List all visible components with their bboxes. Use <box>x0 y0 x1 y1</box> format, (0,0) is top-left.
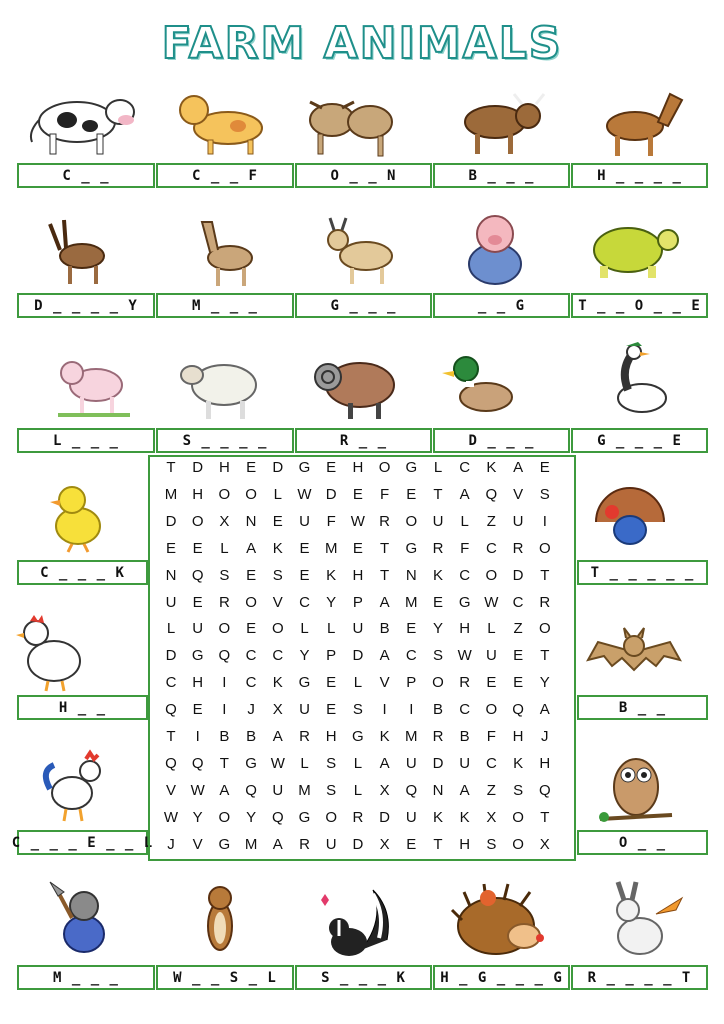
grid-letter[interactable]: E <box>513 674 524 692</box>
grid-letter[interactable]: E <box>352 539 363 557</box>
grid-letter[interactable]: H <box>192 485 204 503</box>
grid-letter[interactable]: E <box>406 620 417 638</box>
oxen-picture <box>300 80 400 162</box>
grid-letter[interactable]: K <box>272 539 283 557</box>
grid-letter[interactable]: S <box>513 781 524 799</box>
calf-picture <box>168 82 278 160</box>
grid-letter[interactable]: K <box>432 566 443 584</box>
answer-box-cow[interactable]: C _ _ <box>17 163 155 188</box>
grid-letter[interactable]: A <box>459 485 470 503</box>
answer-box-owl[interactable]: O _ _ <box>577 830 708 855</box>
grid-letter[interactable]: B <box>246 728 257 745</box>
grid-letter[interactable]: C <box>459 566 471 584</box>
grid-letter[interactable]: W <box>270 754 285 772</box>
grid-letter[interactable]: O <box>405 512 418 530</box>
grid-letter[interactable]: J <box>247 701 255 719</box>
grid-letter[interactable]: D <box>272 459 284 476</box>
grid-letter[interactable]: H <box>325 728 337 745</box>
grid-letter[interactable]: D <box>512 566 524 584</box>
grid-letter[interactable]: R <box>218 593 230 611</box>
grid-letter[interactable]: C <box>405 647 417 665</box>
grid-letter[interactable]: M <box>324 539 338 557</box>
grid-letter[interactable]: O <box>538 539 551 557</box>
grid-letter[interactable]: S <box>326 781 337 799</box>
grid-letter[interactable]: E <box>326 674 337 692</box>
grid-letter[interactable]: L <box>433 459 443 476</box>
answer-box-cockerel[interactable]: C _ _ _ E _ _ L <box>17 830 148 855</box>
grid-letter[interactable]: L <box>460 512 469 530</box>
grid-letter[interactable]: S <box>486 835 497 853</box>
grid-letter[interactable]: Y <box>432 620 443 638</box>
grid-letter[interactable]: Q <box>165 701 177 719</box>
grid-letter[interactable]: G <box>405 459 418 476</box>
grid-letter[interactable]: E <box>165 539 176 557</box>
grid-letter[interactable]: P <box>352 593 363 611</box>
grid-letter[interactable]: L <box>300 754 309 772</box>
grid-letter[interactable]: E <box>432 593 443 611</box>
grid-letter[interactable]: E <box>192 539 203 557</box>
grid-letter[interactable]: Q <box>271 808 284 826</box>
grid-letter[interactable]: D <box>325 485 337 503</box>
grid-letter[interactable]: Z <box>486 781 496 799</box>
grid-letter[interactable]: O <box>191 512 204 530</box>
grid-letter[interactable]: Q <box>485 485 498 503</box>
answer-box-rabbit[interactable]: R _ _ _ _ T <box>571 965 708 990</box>
grid-letter[interactable]: G <box>245 754 257 772</box>
grid-letter[interactable]: O <box>325 808 338 826</box>
grid-letter[interactable]: A <box>246 539 257 557</box>
grid-letter[interactable]: Q <box>191 754 204 772</box>
bull-picture <box>450 82 550 162</box>
grid-letter[interactable]: M <box>405 728 418 745</box>
grid-letter[interactable]: O <box>245 485 257 503</box>
grid-letter[interactable]: Y <box>326 593 337 611</box>
grid-letter[interactable]: Z <box>513 620 523 638</box>
grid-letter[interactable]: T <box>166 459 176 476</box>
grid-letter[interactable]: O <box>218 620 231 638</box>
grid-letter[interactable]: E <box>406 835 417 853</box>
grid-letter[interactable]: O <box>432 674 444 692</box>
grid-letter[interactable]: I <box>195 728 200 745</box>
grid-letter[interactable]: Y <box>299 647 310 665</box>
grid-letter[interactable]: O <box>271 620 284 638</box>
grid-letter[interactable]: A <box>513 459 524 476</box>
grid-letter[interactable]: C <box>512 593 524 611</box>
grid-letter[interactable]: Q <box>512 701 524 719</box>
grid-letter[interactable]: L <box>300 620 309 638</box>
grid-letter[interactable]: H <box>512 728 524 745</box>
grid-letter[interactable]: M <box>164 485 178 503</box>
mole-picture <box>36 878 128 962</box>
grid-letter[interactable]: G <box>405 539 418 557</box>
grid-letter[interactable]: K <box>379 728 390 745</box>
grid-letter[interactable]: F <box>380 485 390 503</box>
grid-letter[interactable]: S <box>219 566 230 584</box>
grid-letter[interactable]: A <box>379 593 390 611</box>
grid-letter[interactable]: C <box>459 459 471 476</box>
grid-letter[interactable]: G <box>191 647 204 665</box>
hedgehog-picture <box>446 880 550 964</box>
grid-letter[interactable]: H <box>459 620 471 638</box>
grid-letter[interactable]: D <box>165 647 177 665</box>
grid-letter[interactable]: L <box>353 754 363 772</box>
grid-letter[interactable]: L <box>273 485 282 503</box>
grid-letter[interactable]: I <box>409 701 414 719</box>
grid-letter[interactable]: D <box>432 754 444 772</box>
grid-letter[interactable]: Y <box>192 808 203 826</box>
answer-box-turkey[interactable]: T _ _ _ _ _ <box>577 560 708 585</box>
grid-letter[interactable]: X <box>219 512 230 530</box>
grid-letter[interactable]: M <box>405 593 418 611</box>
grid-letter[interactable]: E <box>539 459 550 476</box>
chick-picture <box>42 478 112 556</box>
grid-letter[interactable]: I <box>222 701 227 719</box>
tortoise-picture <box>582 212 682 288</box>
grid-letter[interactable]: E <box>246 566 257 584</box>
grid-letter[interactable]: A <box>272 835 283 853</box>
grid-letter[interactable]: R <box>459 674 471 692</box>
grid-letter[interactable]: X <box>539 835 550 853</box>
grid-letter[interactable]: T <box>380 539 390 557</box>
grid-letter[interactable]: C <box>299 593 310 611</box>
grid-letter[interactable]: R <box>299 728 310 745</box>
grid-letter[interactable]: N <box>245 512 257 530</box>
ram-picture <box>308 345 404 425</box>
grid-letter[interactable]: K <box>272 674 283 692</box>
grid-letter[interactable]: A <box>459 781 470 799</box>
grid-letter[interactable]: Q <box>405 781 418 799</box>
grid-letter[interactable]: P <box>406 674 417 692</box>
duck-picture <box>440 345 520 425</box>
grid-letter[interactable]: E <box>272 512 283 530</box>
grid-letter[interactable]: U <box>459 754 471 772</box>
answer-box-mule[interactable]: M _ _ _ <box>156 293 294 318</box>
pig-picture <box>455 208 535 292</box>
grid-letter[interactable]: U <box>192 620 204 638</box>
grid-letter[interactable]: R <box>352 808 364 826</box>
grid-letter[interactable]: U <box>272 781 284 799</box>
grid-letter[interactable]: R <box>432 539 444 557</box>
grid-letter[interactable]: A <box>272 728 283 745</box>
grid-letter[interactable]: C <box>459 701 471 719</box>
grid-letter[interactable]: W <box>350 512 365 530</box>
grid-letter[interactable]: C <box>485 539 497 557</box>
grid-letter[interactable]: T <box>540 808 550 826</box>
answer-box-hen[interactable]: H _ _ <box>17 695 148 720</box>
grid-letter[interactable]: L <box>353 674 363 692</box>
grid-letter[interactable]: C <box>245 674 257 692</box>
answer-box-donkey[interactable]: D _ _ _ _ Y <box>17 293 155 318</box>
grid-letter[interactable]: B <box>432 701 443 719</box>
grid-letter[interactable]: X <box>379 781 390 799</box>
answer-box-tortoise[interactable]: T _ _ O _ _ E <box>571 293 708 318</box>
owl-picture <box>596 745 676 827</box>
grid-letter[interactable]: Y <box>246 808 257 826</box>
grid-letter[interactable]: T <box>433 485 443 503</box>
grid-letter[interactable]: G <box>218 835 231 853</box>
page-title: FARM ANIMALS <box>161 18 563 69</box>
grid-letter[interactable]: H <box>192 674 204 692</box>
grid-letter[interactable]: T <box>166 728 176 745</box>
grid-letter[interactable]: V <box>192 835 203 853</box>
answer-box-skunk[interactable]: S _ _ _ K <box>295 965 432 990</box>
grid-letter[interactable]: K <box>486 459 497 476</box>
grid-letter[interactable]: S <box>432 647 443 665</box>
grid-letter[interactable]: N <box>405 566 417 584</box>
grid-letter[interactable]: E <box>192 593 203 611</box>
grid-letter[interactable]: H <box>352 566 364 584</box>
grid-letter[interactable]: U <box>325 835 337 853</box>
grid-letter[interactable]: L <box>327 620 336 638</box>
answer-box-goose[interactable]: G _ _ _ E <box>571 428 708 453</box>
grid-letter[interactable]: S <box>539 485 550 503</box>
grid-letter[interactable]: Z <box>486 512 496 530</box>
grid-letter[interactable]: H <box>352 459 364 476</box>
cow-picture <box>22 82 142 160</box>
answer-box-oxen[interactable]: O _ _ N <box>295 163 432 188</box>
grid-letter[interactable]: O <box>538 620 551 638</box>
answer-box-chick[interactable]: C _ _ _ K <box>17 560 148 585</box>
answer-box-lamb[interactable]: L _ _ _ <box>17 428 155 453</box>
donkey-picture <box>40 210 120 290</box>
grid-letter[interactable]: Q <box>165 754 177 772</box>
grid-letter[interactable]: L <box>220 539 229 557</box>
grid-letter[interactable]: U <box>512 512 524 530</box>
grid-letter[interactable]: E <box>299 566 310 584</box>
grid-letter[interactable]: E <box>326 701 337 719</box>
grid-letter[interactable]: T <box>540 566 550 584</box>
turkey-picture <box>590 484 676 560</box>
grid-letter[interactable]: Q <box>538 781 551 799</box>
grid-letter[interactable]: T <box>380 566 390 584</box>
grid-letter[interactable]: H <box>459 835 471 853</box>
grid-letter[interactable]: L <box>353 781 363 799</box>
grid-letter[interactable]: V <box>272 593 283 611</box>
answer-box-hog[interactable]: _ _ G <box>433 293 570 318</box>
lamb-picture <box>52 345 134 421</box>
grid-letter[interactable]: O <box>512 808 524 826</box>
grid-letter[interactable]: D <box>352 835 364 853</box>
answer-box-sheep[interactable]: S _ _ _ _ <box>156 428 294 453</box>
grid-letter[interactable]: F <box>326 512 336 530</box>
grid-letter[interactable]: N <box>432 781 444 799</box>
grid-letter[interactable]: B <box>219 728 230 745</box>
grid-letter[interactable]: S <box>272 566 283 584</box>
grid-letter[interactable]: C <box>165 674 177 692</box>
grid-letter[interactable]: V <box>165 781 176 799</box>
grid-letter[interactable]: U <box>299 512 310 530</box>
grid-letter[interactable]: E <box>246 620 257 638</box>
grid-letter[interactable]: F <box>460 539 470 557</box>
grid-letter[interactable]: G <box>458 593 471 611</box>
grid-letter[interactable]: L <box>487 620 496 638</box>
grid-letter[interactable]: O <box>218 485 231 503</box>
bat-picture <box>586 622 682 688</box>
grid-letter[interactable]: N <box>165 566 177 584</box>
grid-letter[interactable]: F <box>486 728 496 745</box>
grid-letter[interactable]: W <box>297 485 312 503</box>
grid-letter[interactable]: X <box>272 701 283 719</box>
grid-letter[interactable]: B <box>459 728 470 745</box>
grid-letter[interactable]: D <box>165 512 177 530</box>
grid-letter[interactable]: A <box>219 781 230 799</box>
grid-letter[interactable]: E <box>486 674 497 692</box>
grid-letter[interactable]: U <box>432 512 444 530</box>
grid-letter[interactable]: I <box>542 512 547 530</box>
grid-letter[interactable]: U <box>165 593 177 611</box>
answer-box-goat[interactable]: G _ _ _ <box>295 293 432 318</box>
answer-box-weasel[interactable]: W _ _ S _ L <box>156 965 294 990</box>
grid-letter[interactable]: K <box>513 754 524 772</box>
grid-letter[interactable]: D <box>379 808 391 826</box>
horse-picture <box>590 82 690 162</box>
grid-letter[interactable]: V <box>379 674 390 692</box>
grid-letter[interactable]: M <box>244 835 258 853</box>
grid-letter[interactable]: R <box>512 539 524 557</box>
answer-box-calf[interactable]: C _ _ F <box>156 163 294 188</box>
grid-letter[interactable]: O <box>485 701 498 719</box>
grid-letter[interactable]: O <box>512 835 524 853</box>
grid-letter[interactable]: A <box>539 701 550 719</box>
grid-letter[interactable]: O <box>378 459 391 476</box>
grid-letter[interactable]: Q <box>218 647 231 665</box>
grid-letter[interactable]: G <box>298 674 311 692</box>
grid-letter[interactable]: M <box>298 781 311 799</box>
grid-letter[interactable]: H <box>539 754 551 772</box>
grid-letter[interactable]: R <box>379 512 391 530</box>
grid-letter[interactable]: C <box>245 647 257 665</box>
grid-letter[interactable]: C <box>485 754 497 772</box>
answer-box-hedgehog[interactable]: H _ G _ _ _ G <box>433 965 570 990</box>
grid-letter[interactable]: U <box>299 701 310 719</box>
grid-letter[interactable]: T <box>219 754 229 772</box>
grid-letter[interactable]: O <box>485 566 498 584</box>
grid-letter[interactable]: R <box>299 835 310 853</box>
grid-letter[interactable]: U <box>405 754 417 772</box>
grid-letter[interactable]: W <box>163 808 179 826</box>
grid-letter[interactable]: B <box>379 620 390 638</box>
grid-letter[interactable]: U <box>352 620 364 638</box>
mule-picture <box>188 210 268 292</box>
grid-letter[interactable]: I <box>222 674 227 692</box>
grid-letter[interactable]: P <box>326 647 337 665</box>
grid-letter[interactable]: X <box>379 835 390 853</box>
rabbit-picture <box>596 880 686 964</box>
grid-letter[interactable]: C <box>272 647 284 665</box>
rooster-picture <box>36 745 108 827</box>
grid-letter[interactable]: S <box>326 754 337 772</box>
grid-letter[interactable]: G <box>298 808 311 826</box>
grid-letter[interactable]: I <box>382 701 387 719</box>
grid-letter[interactable]: D <box>192 459 204 476</box>
grid-letter[interactable]: O <box>218 808 231 826</box>
grid-letter[interactable]: G <box>298 459 311 476</box>
grid-letter[interactable]: Q <box>245 781 257 799</box>
answer-box-bull[interactable]: B _ _ _ <box>433 163 570 188</box>
grid-letter[interactable]: V <box>513 485 524 503</box>
grid-letter[interactable]: K <box>432 808 443 826</box>
grid-letter[interactable]: Y <box>539 674 550 692</box>
grid-letter[interactable]: E <box>246 459 257 476</box>
grid-letter[interactable]: A <box>379 647 390 665</box>
grid-letter[interactable]: T <box>433 835 443 853</box>
grid-letter[interactable]: T <box>540 647 550 665</box>
grid-letter[interactable]: J <box>541 728 549 745</box>
grid-letter[interactable]: D <box>352 647 364 665</box>
goose-picture <box>598 340 678 426</box>
grid-letter[interactable]: K <box>459 808 470 826</box>
answer-box-horse[interactable]: H _ _ _ _ <box>571 163 708 188</box>
grid-letter[interactable]: X <box>486 808 497 826</box>
goat-picture <box>318 210 404 290</box>
grid-letter[interactable]: J <box>167 835 175 853</box>
grid-letter[interactable]: E <box>513 647 524 665</box>
skunk-picture <box>315 880 399 964</box>
weasel-picture <box>190 880 250 964</box>
answer-box-mole[interactable]: M _ _ _ <box>17 965 155 990</box>
grid-letter[interactable]: E <box>326 459 337 476</box>
answer-box-bat[interactable]: B _ _ <box>577 695 708 720</box>
grid-letter[interactable]: E <box>192 701 203 719</box>
grid-letter[interactable]: U <box>485 647 497 665</box>
grid-letter[interactable]: L <box>166 620 176 638</box>
grid-letter[interactable]: W <box>190 781 205 799</box>
answer-box-duck[interactable]: D _ _ _ <box>433 428 570 453</box>
grid-letter[interactable]: R <box>432 728 444 745</box>
grid-letter[interactable]: W <box>484 593 499 611</box>
grid-letter[interactable]: E <box>352 485 363 503</box>
grid-letter[interactable]: S <box>352 701 363 719</box>
hen-picture <box>14 605 90 695</box>
grid-letter[interactable]: R <box>539 593 551 611</box>
grid-letter[interactable]: K <box>326 566 337 584</box>
grid-letter[interactable]: E <box>406 485 417 503</box>
answer-box-ram[interactable]: R _ _ <box>295 428 432 453</box>
grid-letter[interactable]: E <box>299 539 310 557</box>
grid-letter[interactable]: O <box>245 593 257 611</box>
grid-letter[interactable]: G <box>352 728 364 745</box>
sheep-picture <box>172 345 268 425</box>
grid-letter[interactable]: A <box>379 754 390 772</box>
grid-letter[interactable]: U <box>405 808 417 826</box>
grid-letter[interactable]: W <box>457 647 472 665</box>
grid-letter[interactable]: H <box>218 459 230 476</box>
word-search-grid <box>148 455 576 861</box>
grid-letter[interactable]: Q <box>191 566 204 584</box>
